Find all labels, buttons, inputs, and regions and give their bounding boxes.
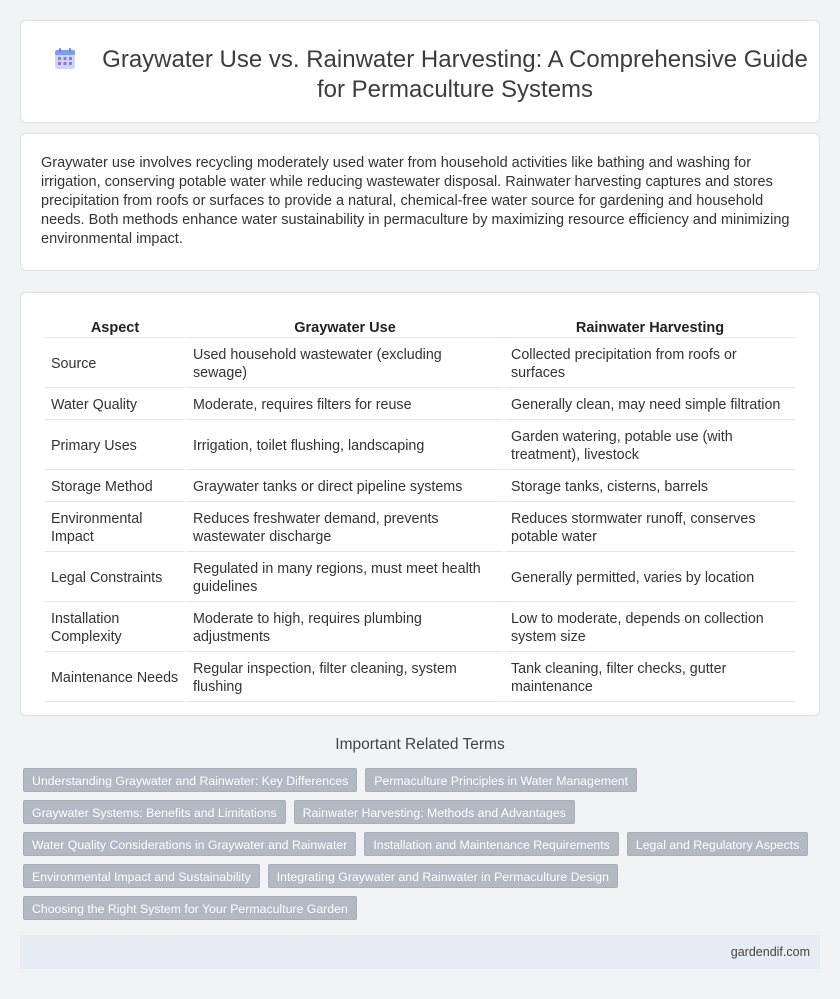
table-row xyxy=(45,504,795,552)
table-row xyxy=(45,422,795,470)
row-aspect: Storage Method xyxy=(45,472,185,502)
related-term-tag[interactable]: Legal and Regulatory Aspects xyxy=(627,832,808,856)
row-rainwater: Generally permitted, varies by location xyxy=(505,554,795,602)
related-term-tag[interactable]: Water Quality Considerations in Graywater and Rainwater xyxy=(23,832,356,856)
row-rainwater: Generally clean, may need simple filtration xyxy=(505,390,795,420)
table-row xyxy=(45,604,795,652)
row-aspect: Source xyxy=(45,340,185,388)
footer xyxy=(20,935,820,969)
row-graywater: Used household wastewater (excluding sewage) xyxy=(187,340,503,388)
row-graywater: Regulated in many regions, must meet health guidelines xyxy=(187,554,503,602)
intro-paragraph: Graywater use involves recycling moderately used water from household activities like bathing and washing for irrigation, conserving potable water while reducing wastewater disposal. Rainwater harvesting captures and stores precipitation from roofs or surfaces to provide a natural, chemical-free water source for gardening and household needs. Both methods enhance water sustainability in permaculture by maximizing resource efficiency and minimizing environmental impact. xyxy=(41,155,790,247)
row-graywater: Regular inspection, filter cleaning, system flushing xyxy=(187,654,503,702)
row-aspect: Maintenance Needs xyxy=(45,654,185,702)
row-graywater: Moderate, requires filters for reuse xyxy=(187,390,503,420)
comparison-table-card xyxy=(20,292,820,716)
header-graywater: Graywater Use xyxy=(187,315,503,338)
table-row xyxy=(45,654,795,702)
row-aspect: Installation Complexity xyxy=(45,604,185,652)
table-row xyxy=(45,554,795,602)
related-term-tag[interactable]: Understanding Graywater and Rainwater: Key Differences xyxy=(23,768,357,792)
row-rainwater: Storage tanks, cisterns, barrels xyxy=(505,472,795,502)
row-rainwater: Tank cleaning, filter checks, gutter maintenance xyxy=(505,654,795,702)
row-aspect: Environmental Impact xyxy=(45,504,185,552)
row-aspect: Primary Uses xyxy=(45,422,185,470)
row-rainwater: Low to moderate, depends on collection system size xyxy=(505,604,795,652)
page-title: Graywater Use vs. Rainwater Harvesting: A Comprehensive Guide for Permaculture Systems xyxy=(102,46,808,103)
header-rainwater: Rainwater Harvesting xyxy=(505,315,795,338)
row-rainwater: Reduces stormwater runoff, conserves potable water xyxy=(505,504,795,552)
header-aspect: Aspect xyxy=(45,315,185,338)
row-graywater: Irrigation, toilet flushing, landscaping xyxy=(187,422,503,470)
table-row xyxy=(45,340,795,388)
row-rainwater: Garden watering, potable use (with treatment), livestock xyxy=(505,422,795,470)
related-term-tag[interactable]: Choosing the Right System for Your Permaculture Garden xyxy=(23,896,357,920)
row-graywater: Graywater tanks or direct pipeline systems xyxy=(187,472,503,502)
row-aspect: Legal Constraints xyxy=(45,554,185,602)
title-card xyxy=(20,20,820,123)
comparison-table xyxy=(43,313,797,704)
footer-site-link[interactable]: gardendif.com xyxy=(730,945,810,959)
related-term-tag[interactable]: Rainwater Harvesting: Methods and Advantages xyxy=(294,800,575,824)
table-row xyxy=(45,472,795,502)
calendar-grid-icon xyxy=(53,47,77,71)
table-row xyxy=(45,390,795,420)
related-term-tag[interactable]: Graywater Systems: Benefits and Limitations xyxy=(23,800,286,824)
row-graywater: Reduces freshwater demand, prevents wastewater discharge xyxy=(187,504,503,552)
row-rainwater: Collected precipitation from roofs or surfaces xyxy=(505,340,795,388)
row-graywater: Moderate to high, requires plumbing adjustments xyxy=(187,604,503,652)
related-term-tag[interactable]: Installation and Maintenance Requirements xyxy=(364,832,619,856)
intro-card xyxy=(20,133,820,271)
related-term-tag[interactable]: Permaculture Principles in Water Management xyxy=(365,768,637,792)
related-term-tag[interactable]: Integrating Graywater and Rainwater in Permaculture Design xyxy=(268,864,618,888)
related-terms-list xyxy=(23,768,813,920)
related-terms-title: Important Related Terms xyxy=(335,736,505,753)
table-header-row xyxy=(45,315,795,338)
related-term-tag[interactable]: Environmental Impact and Sustainability xyxy=(23,864,260,888)
row-aspect: Water Quality xyxy=(45,390,185,420)
